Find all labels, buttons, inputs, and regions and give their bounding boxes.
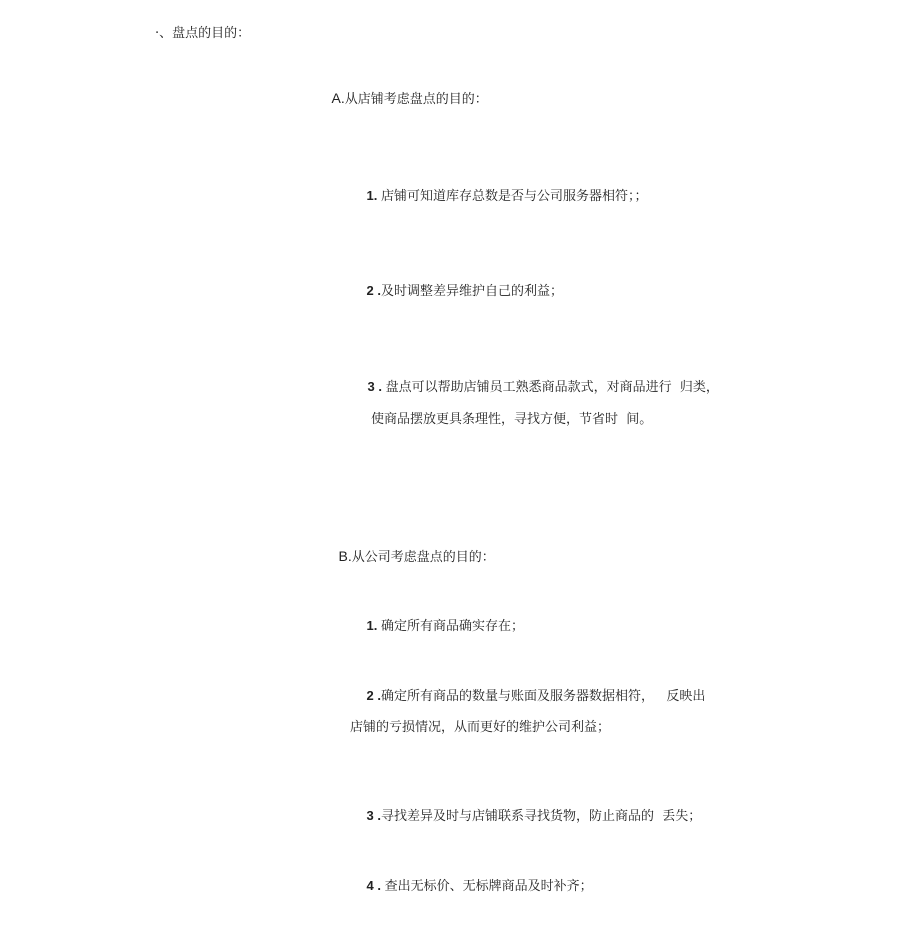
item-separator: . [374, 379, 386, 394]
item-number: 4 [366, 878, 374, 893]
section-a-item-1 [350, 172, 648, 221]
item-number: 3 [366, 808, 374, 823]
item-text: 寻找差异及时与店铺联系寻找货物，防止商品的 丢失； [381, 809, 702, 824]
section-b-item-2-continuation: 店铺的亏损情况，从而更好的维护公司利益； [350, 720, 611, 735]
section-b-item-4 [350, 862, 593, 911]
item-number: 2 [366, 688, 374, 703]
item-separator: . [373, 618, 381, 633]
item-text: 确定所有商品的数量与账面及服务器数据相符， 反映出 [381, 689, 706, 704]
item-text: 店铺可知道库存总数是否与公司服务器相符；； [381, 189, 648, 204]
section-heading: ·、盘点的目的： [155, 26, 251, 41]
section-b-title [322, 532, 495, 582]
item-separator: . [373, 188, 381, 203]
item-separator: . [373, 878, 385, 893]
item-number: 1 [366, 618, 374, 633]
item-text: 确定所有商品确实存在； [381, 619, 525, 634]
section-b-title-text: 从公司考虑盘点的目的： [351, 550, 495, 565]
section-a-title-text: 从店铺考虑盘点的目的： [344, 92, 488, 107]
section-b-item-3 [350, 792, 701, 841]
item-text: 盘点可以帮助店铺员工熟悉商品款式，对商品进行 归类， [385, 380, 719, 395]
item-number: 2 [366, 283, 374, 298]
section-a-item-3 [351, 363, 719, 412]
section-b-item-1 [350, 602, 524, 651]
item-number: 3 [367, 379, 375, 394]
section-b-item-2 [350, 672, 705, 721]
section-a-title [315, 74, 488, 124]
item-text: 及时调整差异维护自己的利益； [381, 284, 564, 299]
item-text: 查出无标价、无标牌商品及时补齐； [384, 879, 593, 894]
section-b-prefix: B. [338, 548, 352, 564]
item-number: 1 [366, 188, 374, 203]
section-a-item-2 [350, 267, 563, 316]
item-separator: . [373, 283, 381, 298]
section-a-prefix: A. [331, 90, 345, 106]
item-separator: . [373, 808, 381, 823]
section-a-item-3-continuation: 使商品摆放更具条理性，寻找方便，节省时 间。 [371, 412, 653, 427]
item-separator: . [373, 688, 381, 703]
